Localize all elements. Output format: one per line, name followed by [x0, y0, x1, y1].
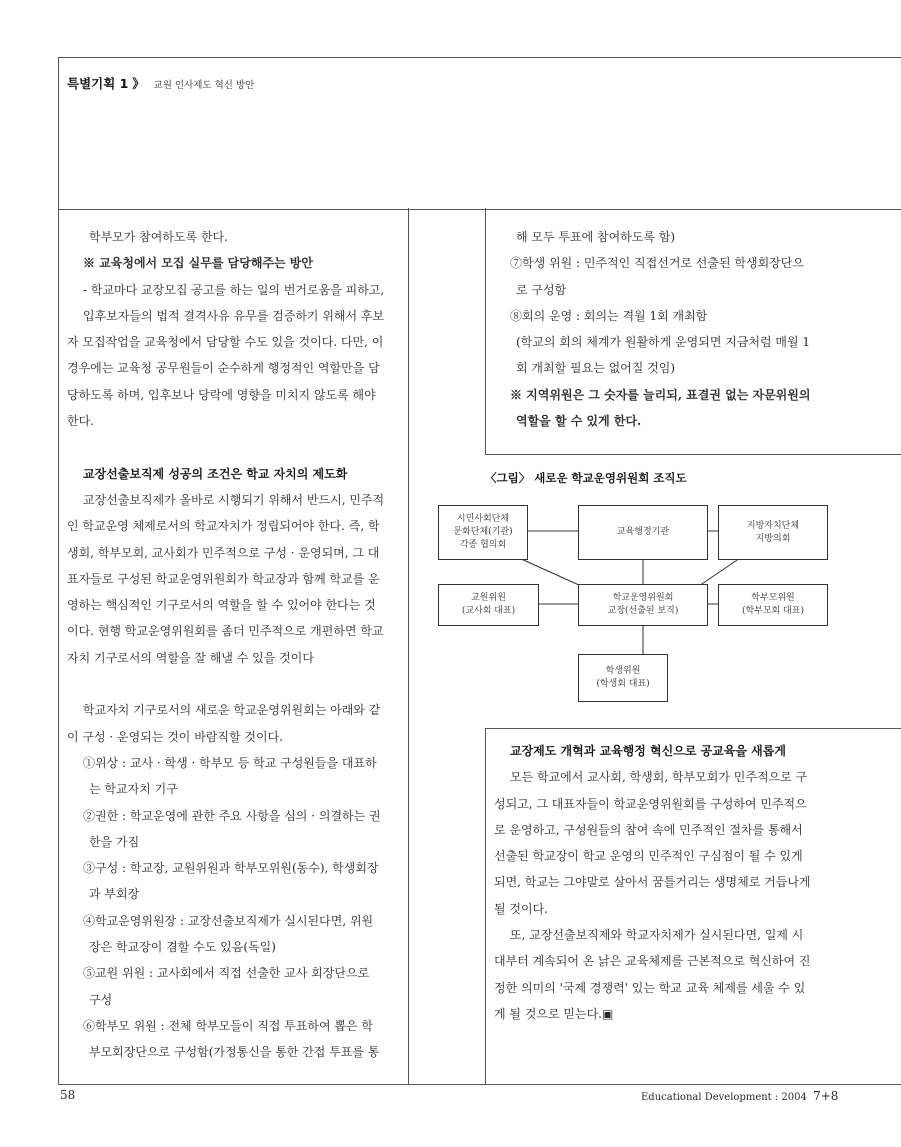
text-line: 한을 가짐: [89, 834, 140, 849]
org-box-line: 학생위원: [605, 666, 641, 676]
text-line: ⑦학생 위원 : 민주적인 직접선거로 선출된 학생회장단으: [510, 256, 804, 271]
text-line: ①위상 : 교사 · 학생 · 학부모 등 학교 구성원들을 대표하: [83, 755, 377, 770]
text-line: 모든 학교에서 교사회, 학생회, 학부모회가 민주적으로 구: [510, 770, 808, 785]
text-line: ③구성 : 학교장, 교원위원과 학부모위원(동수), 학생회장: [83, 861, 379, 876]
text-line: ⑥학부모 위원 : 전체 학부모들이 직접 투표하여 뽑은 학: [83, 1018, 373, 1033]
org-box-student-member: [578, 654, 668, 702]
org-box-teacher-member: [438, 584, 539, 626]
issue-number: 7+8: [813, 1089, 839, 1103]
text-line: 이 구성 · 운영되는 것이 바람직할 것이다.: [67, 729, 283, 744]
org-box-line: (학생회 대표): [596, 679, 650, 689]
org-box-line: 지방자치단체: [746, 520, 800, 531]
journal-name: [641, 1089, 838, 1103]
text-line: 교장선출보직제 성공의 조건은 학교 자치의 제도화: [83, 466, 348, 481]
text-line: 역할을 할 수 있게 한다.: [516, 414, 642, 429]
text-line: ※ 지역위원은 그 숫자를 늘리되, 표결권 없는 자문위원의: [510, 387, 811, 402]
org-box-line: (학부모회 대표): [741, 606, 805, 616]
text-line: 학교자치 기구로서의 새로운 학교운영위원회는 아래와 같: [83, 703, 381, 718]
text-line: 해 모두 투표에 참여하도록 함): [516, 230, 676, 244]
org-box-line: 문화단체(기관): [453, 527, 513, 537]
text-line: 로 운영하고, 구성원들의 참여 속에 민주적인 절차를 통해서: [494, 822, 803, 837]
text-line: 선출된 학교장이 학교 운영의 민주적인 구심점이 될 수 있게: [494, 849, 803, 864]
text-line: 부모회장단으로 구성함(가정통신을 통한 간접 투표를 통: [89, 1045, 380, 1060]
text-line: 정한 의미의 '국제 경쟁력' 있는 학교 교육 체제를 세울 수 있: [494, 980, 806, 995]
figure-caption: 〈그림〉 새로운 학교운영위원회 조직도: [485, 471, 687, 485]
text-line: 게 될 것으로 믿는다.▣: [494, 1006, 614, 1021]
text-line: 또, 교장선출보직제와 학교자치제가 실시된다면, 일제 시: [510, 928, 804, 943]
org-box-line: 교육행정기관: [616, 527, 670, 537]
text-line: 표자들로 구성된 학교운영위원회가 학교장과 함께 학교를 운: [67, 571, 380, 586]
series-label: 특별기획 1: [67, 76, 129, 91]
text-line: ②권한 : 학교운영에 관한 주요 사항을 심의 · 의결하는 권: [83, 808, 381, 823]
text-line: 경우에는 교육청 공무원들이 순수하게 행정적인 역할만을 담: [67, 361, 380, 376]
org-box-line: 지방의회: [755, 533, 791, 544]
journal-title: Educational Development : 2004: [641, 1092, 807, 1103]
text-line: 구성: [89, 992, 113, 1007]
org-box-line: 교원위원: [471, 593, 506, 603]
text-line: 로 구성함: [516, 282, 567, 297]
text-line: 영하는 핵심적인 기구로서의 역할을 할 수 있어야 한다는 것: [67, 598, 376, 613]
text-line: - 학교마다 교장모집 공고를 하는 일의 번거로움을 피하고,: [83, 282, 385, 297]
arrow-glyph: 》: [132, 76, 145, 91]
org-box-line: 교장(선출된 보직): [607, 606, 679, 616]
org-box-line: 학부모위원: [751, 593, 795, 603]
text-line: 한다.: [67, 414, 94, 429]
org-box-line: 각종 협의회: [459, 540, 507, 550]
text-line: 이다. 현행 학교운영위원회를 좀더 민주적으로 개편하면 학교: [67, 624, 384, 639]
text-line: ※ 교육청에서 모집 실무를 담당해주는 방안: [83, 256, 313, 271]
text-line: 인 학교운영 체제로서의 학교자치가 정립되어야 한다. 즉, 학: [67, 519, 380, 534]
text-line: 될 것이다.: [494, 901, 548, 916]
text-line: 자 모집작업을 교육청에서 담당할 수도 있을 것이다. 다만, 이: [67, 335, 384, 350]
org-box-line: 학교운영위원회: [612, 593, 674, 603]
org-box-civil-society: [438, 505, 528, 560]
text-line: 입후보자들의 법적 결격사유 유무를 검증하기 위해서 후보: [83, 308, 385, 323]
text-line: 교장선출보직제가 올바로 시행되기 위해서 반드시, 민주적: [83, 492, 385, 507]
text-line: 생회, 학부모회, 교사회가 민주적으로 구성 · 운영되며, 그 대: [67, 545, 380, 560]
org-box-line: (교사회 대표): [461, 606, 516, 616]
text-line: 장은 학교장이 겸할 수도 있음(독일): [89, 940, 276, 955]
text-line: 학부모가 참여하도록 한다.: [89, 230, 228, 244]
text-line: 되면, 학교는 그야말로 살아서 꿈틀거리는 생명체로 거듭나게: [494, 875, 811, 890]
page-number: 58: [60, 1088, 76, 1102]
org-box-parent-member: [718, 584, 828, 626]
text-line: ④학교운영위원장 : 교장선출보직제가 실시된다면, 위원: [83, 913, 374, 928]
article-title: 교원 인사제도 혁신 방안: [153, 80, 255, 91]
text-line: (학교의 회의 체계가 원활하게 운영되면 지금처럼 매월 1: [516, 335, 811, 350]
text-line: 성되고, 그 대표자들이 학교운영위원회를 구성하여 민주적으: [494, 796, 807, 811]
text-line: ⑧회의 운영 : 회의는 격월 1회 개최함: [510, 308, 708, 323]
text-line: 과 부회장: [89, 887, 140, 902]
text-line: 당하도록 하며, 입후보나 당락에 영향을 미치지 않도록 해야: [67, 387, 376, 402]
text-line: 회 개최할 필요는 없어질 것임): [516, 361, 676, 376]
text-line: 는 학교자치 기구: [89, 782, 178, 797]
org-box-line: 시민사회단체: [456, 514, 510, 524]
text-line: 교장제도 개혁과 교육행정 혁신으로 공교육을 새롭게: [510, 744, 786, 758]
org-box-school-committee: [578, 584, 708, 626]
org-box-local-government: [718, 505, 828, 560]
org-box-education-admin: [578, 505, 708, 560]
text-line: ⑤교원 위원 : 교사회에서 직접 선출한 교사 회장단으로: [83, 966, 370, 981]
text-line: 대부터 계속되어 온 낡은 교육체제를 근본적으로 혁신하여 진: [494, 954, 811, 969]
text-line: 자치 기구로서의 역할을 잘 해낼 수 있을 것이다: [67, 650, 314, 665]
